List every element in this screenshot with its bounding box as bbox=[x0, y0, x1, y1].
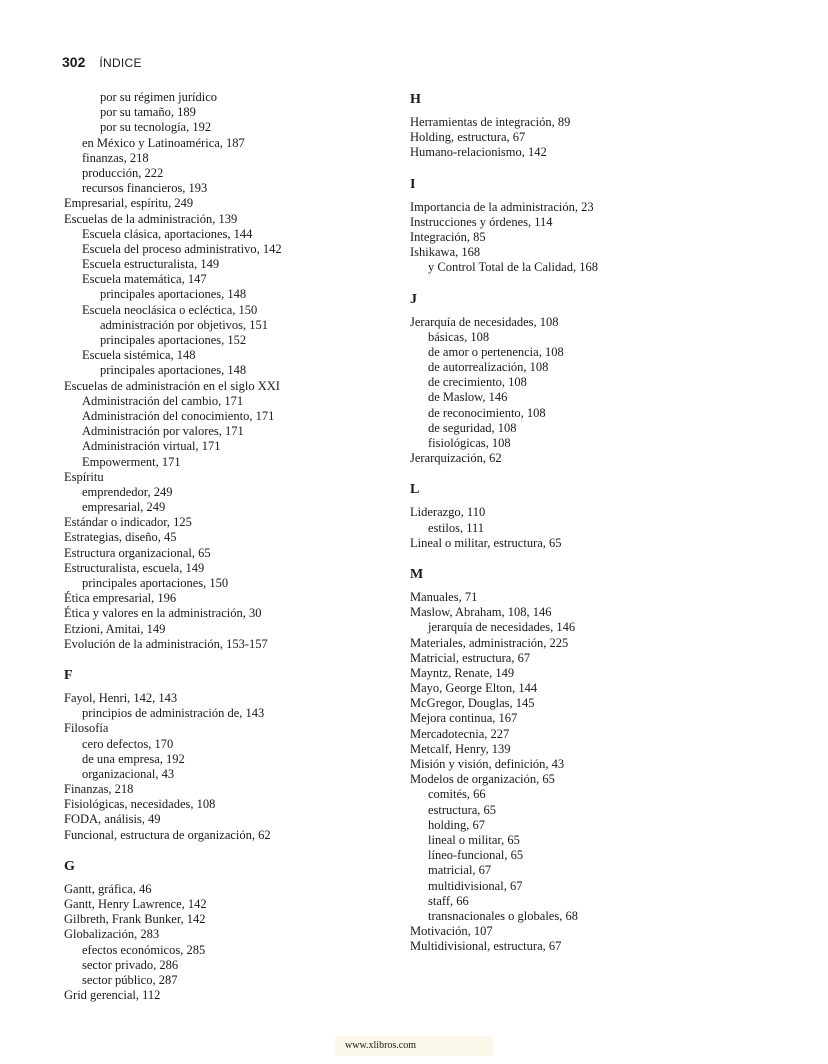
index-subentry: estilos, 111 bbox=[428, 520, 485, 535]
index-subentry: por su régimen jurídico bbox=[100, 90, 217, 104]
index-entry: Instrucciones y órdenes, 114 bbox=[410, 214, 553, 229]
index-entry: Importancia de la administración, 23 bbox=[410, 199, 594, 214]
index-entry: Mejora continua, 167 bbox=[410, 711, 518, 726]
index-entry: Manuales, 71 bbox=[410, 589, 478, 604]
index-subentry: principales aportaciones, 148 bbox=[100, 287, 247, 302]
page-number: 302 bbox=[62, 54, 86, 70]
index-subentry: Escuela sistémica, 148 bbox=[82, 348, 196, 363]
index-entry: Gantt, gráfica, 46 bbox=[64, 881, 152, 896]
index-entry: Mayntz, Renate, 149 bbox=[410, 665, 515, 680]
index-entry: Metcalf, Henry, 139 bbox=[410, 741, 511, 756]
footer-watermark: www.xlibros.com bbox=[335, 1036, 493, 1056]
index-entry: Estructuralista, escuela, 149 bbox=[64, 560, 205, 575]
index-entry: Mayo, George Elton, 144 bbox=[410, 681, 538, 696]
index-subentry: finanzas, 218 bbox=[82, 150, 149, 165]
index-entry: Grid gerencial, 112 bbox=[64, 988, 161, 1003]
index-subentry: de seguridad, 108 bbox=[428, 420, 517, 435]
index-subentry: transnacionales o globales, 68 bbox=[428, 908, 578, 923]
index-entry: FODA, análisis, 49 bbox=[64, 812, 161, 827]
index-subentry: Empowerment, 171 bbox=[82, 454, 181, 469]
index-letter-heading: L bbox=[410, 482, 420, 498]
index-subentry: y Control Total de la Calidad, 168 bbox=[428, 260, 599, 275]
index-entry: Funcional, estructura de organización, 62 bbox=[64, 827, 271, 842]
index-letter-heading: F bbox=[64, 667, 73, 683]
index-subentry: matricial, 67 bbox=[428, 863, 492, 878]
index-entry: Lineal o militar, estructura, 65 bbox=[410, 535, 562, 550]
index-entry: Fisiológicas, necesidades, 108 bbox=[64, 797, 216, 812]
index-subentry: jerarquía de necesidades, 146 bbox=[428, 620, 576, 635]
index-subentry: holding, 67 bbox=[428, 817, 485, 832]
index-entry: Finanzas, 218 bbox=[64, 782, 134, 797]
index-entry: Fayol, Henri, 142, 143 bbox=[64, 690, 178, 705]
index-subentry: principales aportaciones, 152 bbox=[100, 333, 247, 347]
index-entry: Gilbreth, Frank Bunker, 142 bbox=[64, 912, 206, 927]
index-entry: Mercadotecnia, 227 bbox=[410, 726, 510, 741]
index-subentry: principios de administración de, 143 bbox=[82, 706, 265, 721]
index-subentry: por su tecnología, 192 bbox=[100, 120, 212, 135]
index-subentry: organizacional, 43 bbox=[82, 766, 175, 781]
index-entry: Maslow, Abraham, 108, 146 bbox=[410, 605, 552, 620]
index-entry: Estructura organizacional, 65 bbox=[64, 545, 211, 560]
index-entry: McGregor, Douglas, 145 bbox=[410, 696, 535, 711]
index-subentry: en México y Latinoamérica, 187 bbox=[82, 135, 245, 150]
index-subentry: de reconocimiento, 108 bbox=[428, 405, 546, 420]
index-subentry: estructura, 65 bbox=[428, 802, 497, 817]
index-subentry: de una empresa, 192 bbox=[82, 751, 185, 766]
index-column-left bbox=[64, 90, 394, 1003]
index-subentry: comités, 66 bbox=[428, 787, 486, 802]
index-entry: Holding, estructura, 67 bbox=[410, 130, 526, 145]
index-entry: Integración, 85 bbox=[410, 229, 486, 244]
index-entry: Modelos de organización, 65 bbox=[410, 772, 555, 787]
index-entry: Gantt, Henry Lawrence, 142 bbox=[64, 897, 207, 911]
index-subentry: lineal o militar, 65 bbox=[428, 832, 520, 847]
index-entry: Matricial, estructura, 67 bbox=[410, 650, 531, 665]
index-subentry: Escuela estructuralista, 149 bbox=[82, 257, 220, 272]
index-entry: Humano-relacionismo, 142 bbox=[410, 145, 547, 160]
index-entry: Motivación, 107 bbox=[410, 924, 493, 939]
index-letter-heading: G bbox=[64, 858, 75, 874]
running-head: ÍNDICE bbox=[99, 56, 142, 70]
index-entry: Espíritu bbox=[64, 469, 104, 484]
index-column-right bbox=[410, 90, 770, 954]
index-entry: Estrategias, diseño, 45 bbox=[64, 530, 177, 545]
index-entry: Multidivisional, estructura, 67 bbox=[410, 939, 562, 954]
index-letter-heading: J bbox=[410, 291, 417, 307]
index-subentry: básicas, 108 bbox=[428, 329, 490, 344]
index-subentry: de amor o pertenencia, 108 bbox=[428, 344, 564, 359]
index-entry: Herramientas de integración, 89 bbox=[410, 115, 571, 129]
index-subentry: staff, 66 bbox=[428, 893, 469, 908]
index-entry: Etzioni, Amitai, 149 bbox=[64, 621, 166, 636]
index-entry: Globalización, 283 bbox=[64, 927, 160, 942]
index-subentry: de crecimiento, 108 bbox=[428, 375, 527, 390]
page-header bbox=[62, 54, 142, 70]
index-subentry: fisiológicas, 108 bbox=[428, 436, 511, 450]
index-subentry: efectos económicos, 285 bbox=[82, 942, 206, 957]
index-subentry: sector privado, 286 bbox=[82, 957, 179, 972]
index-subentry: Administración por valores, 171 bbox=[82, 424, 244, 439]
index-subentry: Administración del cambio, 171 bbox=[82, 393, 244, 408]
index-subentry: principales aportaciones, 150 bbox=[82, 576, 229, 590]
index-entry: Evolución de la administración, 153-157 bbox=[64, 636, 268, 651]
index-subentry: por su tamaño, 189 bbox=[100, 105, 196, 120]
index-subentry: empresarial, 249 bbox=[82, 500, 166, 515]
index-entry: Ética empresarial, 196 bbox=[64, 591, 177, 606]
index-subentry: Escuela neoclásica o ecléctica, 150 bbox=[82, 302, 258, 317]
index-subentry: Escuela clásica, aportaciones, 144 bbox=[82, 226, 253, 241]
index-subentry: de Maslow, 146 bbox=[428, 390, 508, 405]
index-subentry: líneo-funcional, 65 bbox=[428, 848, 524, 863]
index-entry: Liderazgo, 110 bbox=[410, 505, 486, 520]
index-subentry: Escuela del proceso administrativo, 142 bbox=[82, 241, 282, 256]
index-entry: Filosofía bbox=[64, 721, 109, 736]
index-entry: Escuelas de administración en el siglo XXI bbox=[64, 378, 280, 393]
index-entry: Materiales, administración, 225 bbox=[410, 635, 569, 650]
index-entry: Estándar o indicador, 125 bbox=[64, 515, 192, 530]
index-subentry: sector público, 287 bbox=[82, 972, 178, 987]
index-subentry: administración por objetivos, 151 bbox=[100, 317, 269, 332]
index-entry: Escuelas de la administración, 139 bbox=[64, 211, 238, 226]
index-subentry: cero defectos, 170 bbox=[82, 736, 174, 751]
index-subentry: Escuela matemática, 147 bbox=[82, 272, 207, 287]
index-subentry: de autorrealización, 108 bbox=[428, 360, 549, 375]
index-entry: Jerarquía de necesidades, 108 bbox=[410, 314, 559, 329]
index-subentry: multidivisional, 67 bbox=[428, 878, 523, 893]
index-entry: Ishikawa, 168 bbox=[410, 245, 481, 260]
index-subentry: principales aportaciones, 148 bbox=[100, 363, 247, 378]
index-entry: Misión y visión, definición, 43 bbox=[410, 757, 565, 771]
index-letter-heading: H bbox=[410, 92, 421, 107]
index-entry: Jerarquización, 62 bbox=[410, 451, 502, 466]
index-subentry: Administración del conocimiento, 171 bbox=[82, 408, 275, 423]
index-letter-heading: M bbox=[410, 566, 424, 582]
index-entry: Ética y valores en la administración, 30 bbox=[64, 606, 262, 621]
index-subentry: Administración virtual, 171 bbox=[82, 439, 221, 454]
index-subentry: emprendedor, 249 bbox=[82, 484, 173, 499]
index-subentry: recursos financieros, 193 bbox=[82, 181, 208, 196]
index-subentry: producción, 222 bbox=[82, 165, 164, 180]
index-letter-heading: I bbox=[410, 176, 416, 192]
index-entry: Empresarial, espíritu, 249 bbox=[64, 196, 194, 211]
